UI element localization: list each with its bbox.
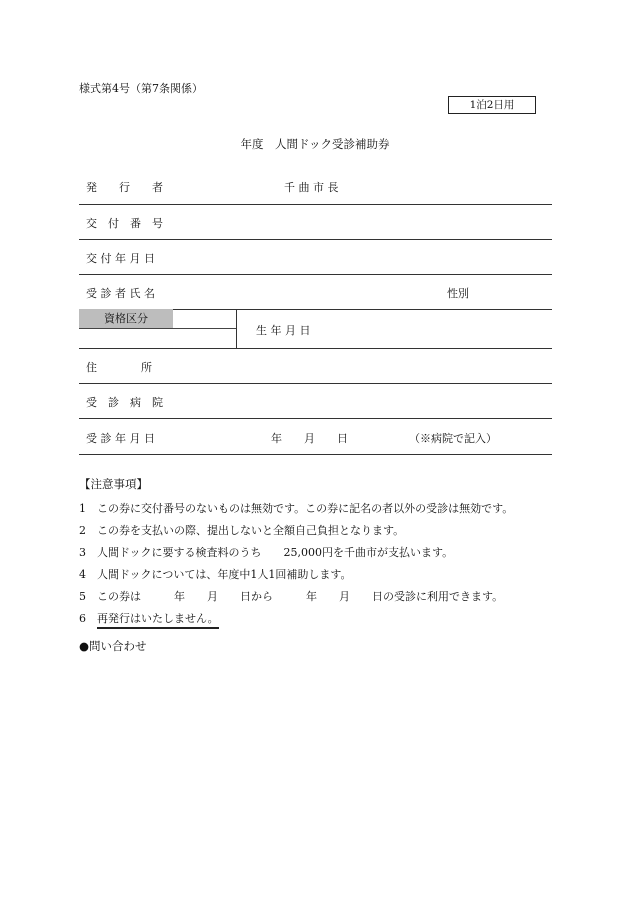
hospital-label: 受 診 病 院 — [86, 396, 163, 409]
note-text: この券は 年 月 日から 年 月 日の受診に利用できます。 — [97, 590, 504, 603]
note-1 — [79, 500, 513, 516]
issue-date-label: 交 付 年 月 日 — [86, 252, 155, 265]
vertical-divider — [236, 309, 237, 348]
note-2 — [79, 522, 404, 538]
note-number: 3 — [79, 546, 86, 559]
exam-date-label: 受 診 年 月 日 — [86, 432, 155, 445]
page-title: 年度 人間ドック受診補助券 — [240, 137, 390, 151]
note-text: この券を支払いの際、提出しないと全額自己負担となります。 — [97, 524, 405, 537]
form-number: 様式第4号（第7条関係） — [79, 82, 203, 95]
issuer-value: 千 曲 市 長 — [284, 181, 339, 194]
examinee-name-row — [79, 274, 552, 310]
stay-type-box: 1泊2日用 — [448, 96, 536, 114]
notes-title: 【注意事項】 — [79, 477, 148, 491]
note-number: 5 — [79, 590, 86, 603]
gender-label: 性別 — [447, 287, 469, 300]
note-number: 6 — [79, 612, 86, 625]
examinee-name-label: 受 診 者 氏 名 — [86, 287, 155, 300]
qualification-birthdate-row — [79, 309, 552, 349]
qualification-divider — [79, 328, 237, 329]
note-text: 人間ドックについては、年度中1人1回補助します。 — [97, 568, 352, 581]
note-6 — [79, 610, 219, 626]
issuer-row — [79, 169, 552, 205]
exam-date-note: （※病院で記入） — [409, 432, 497, 445]
hospital-row — [79, 383, 552, 419]
note-number: 4 — [79, 568, 86, 581]
contact-heading: ●問い合わせ — [79, 639, 147, 653]
issue-number-label: 交 付 番 号 — [86, 217, 163, 230]
note-text: この券に交付番号のないものは無効です。この券に記名の者以外の受診は無効です。 — [97, 502, 514, 515]
exam-date-value: 年 月 日 — [271, 432, 348, 445]
qualification-label: 資格区分 — [79, 309, 173, 328]
note-4 — [79, 566, 351, 582]
address-row — [79, 348, 552, 384]
note-number: 1 — [79, 502, 86, 515]
issue-number-row — [79, 204, 552, 240]
birthdate-label: 生 年 月 日 — [256, 324, 311, 337]
note-text: 人間ドックに要する検査料のうち 25,000円を千曲市が支払います。 — [97, 546, 454, 559]
note-number: 2 — [79, 524, 86, 537]
note-text-underlined: 再発行はいたしません。 — [97, 612, 219, 629]
issue-date-row — [79, 239, 552, 275]
address-label: 住 所 — [86, 361, 152, 374]
note-3 — [79, 544, 453, 560]
exam-date-row — [79, 418, 552, 455]
note-5 — [79, 588, 503, 604]
issuer-label: 発 行 者 — [86, 181, 163, 194]
